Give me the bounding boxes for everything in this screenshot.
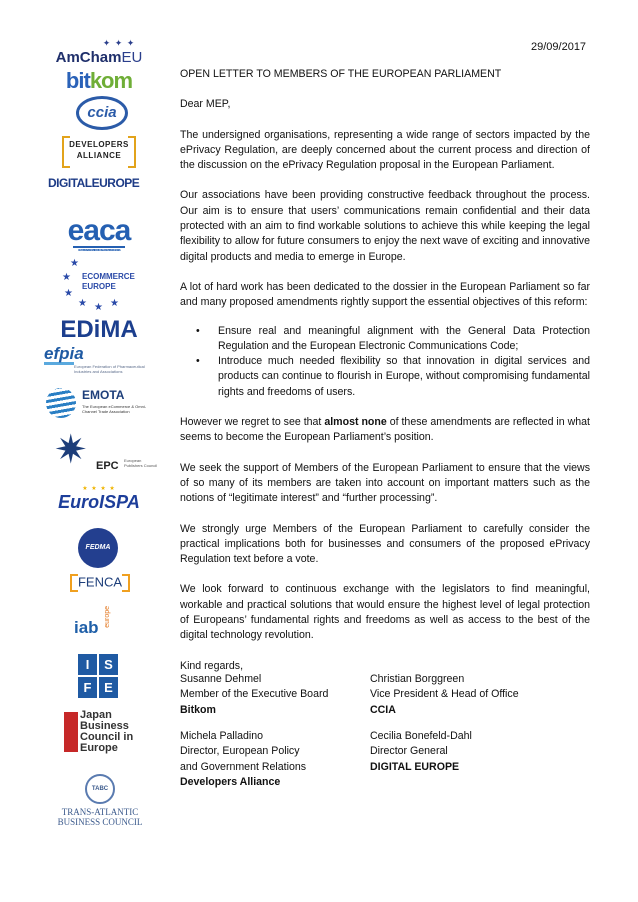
bitkom-logo: bitkom — [65, 68, 133, 93]
amcham-eu-logo: ✦ ✦ ✦ AmChamEU — [40, 38, 158, 66]
signatory-digitaleurope: Cecilia Bonefeld-Dahl Director General DIGITAL EUROPE — [370, 730, 472, 773]
stars-icon: ✦ ✦ ✦ — [102, 38, 136, 48]
jbce-logo: Japan Business Council in Europe — [64, 708, 154, 756]
emota-logo: EMOTA The European eCommerce & Omni-Channel Trade Association — [46, 386, 158, 430]
closing: Kind regards, — [180, 659, 244, 672]
efpia-logo: efpia European Federation of Pharmaceutical Industries and Associations — [44, 344, 145, 374]
letter-body — [180, 67, 590, 689]
flag-icon — [64, 712, 78, 752]
letter-title: OPEN LETTER TO MEMBERS OF THE EUROPEAN PARLIAMENT — [180, 68, 502, 80]
signatory-bitkom: Susanne Dehmel Member of the Executive Board Bitkom — [180, 673, 329, 716]
star-icon: ★ — [78, 298, 87, 309]
developers-alliance-logo: DEVELOPERS ALLIANCE — [62, 136, 136, 164]
paragraph: The undersigned organisations, representing a wide range of sectors impacted by the ePrivacy Regulation, are deeply concerned about the current process and direction of the discussion on the ePrivacy Regulation proposal in the European Parliament. — [180, 128, 590, 172]
star-burst-icon: ✷ — [54, 428, 88, 472]
tabc-logo: TABC TRANS-ATLANTIC BUSINESS COUNCIL — [50, 774, 150, 832]
eaca-logo: eaca EUROPEAN ASSOCIATION OF COMMUNICATIONS AGENCIES — [67, 214, 131, 252]
paragraph: We look forward to continuous exchange with the legislators to find meaningful, workable and practical solutions that would ensure the highest level of legal protection of Europeans’ fundamental rights and freedoms as well as access to the best of the digital technology revolution. — [180, 583, 590, 642]
digitaleurope-logo: DIGITALEUROPE — [48, 176, 140, 190]
isfe-logo: I S F E — [78, 654, 118, 698]
emota-swirl-icon — [46, 388, 76, 418]
star-icon: ★ — [62, 272, 71, 283]
list-item: • Ensure real and meaningful alignment with the General Data Protection Regulation and the European Electronic Communications Code; — [218, 324, 590, 355]
star-icon: ★ — [94, 302, 103, 313]
star-icon: ★ — [64, 288, 73, 299]
fedma-logo: FEDMA — [78, 528, 120, 570]
paragraph: We seek the support of Members of the European Parliament to ensure that the views of so many of its members are taken into account on important matters such as the notions of “legitimate interest” and “further processing”. — [180, 461, 590, 505]
paragraph: A lot of hard work has been dedicated to the dossier in the European Parliament so far and many proposed amendments rightly support the essential objectives of this reform: — [180, 280, 590, 309]
signatory-ccia: Christian Borggreen Vice President & Head of Office CCIA — [370, 673, 519, 716]
signatory-developers-alliance: Michela Palladino Director, European Policy and Government Relations Developers Alliance — [180, 730, 307, 788]
stars-icon: ★ ★ ★ ★ — [82, 486, 116, 492]
iab-europe-logo: iab europe — [74, 606, 111, 637]
epc-logo: ✷ EPC European Publishers Council — [54, 428, 158, 472]
letter-date: 29/09/2017 — [531, 41, 587, 53]
star-icon: ★ — [110, 298, 119, 309]
ecommerce-europe-logo: ★ ★ ★ ★ ★ ★ ECOMMERCE EUROPE — [62, 258, 135, 313]
star-icon: ★ — [70, 258, 79, 269]
euroispa-logo: ★ ★ ★ ★ EuroISPA — [40, 490, 158, 513]
list-item: • Introduce much needed flexibility so that innovation in digital services and products can continue to flourish in Europe, without compromising fundamental rights and freedoms of users. — [218, 354, 590, 400]
fenca-logo: FENCA — [66, 574, 134, 592]
paragraph: However we regret to see that almost none of these amendments are reflected in what seems to become the European Parliament’s position. — [180, 416, 590, 444]
paragraph: We strongly urge Members of the European Parliament to carefully consider the practical implications both for businesses and consumers of the proposed ePrivacy Regulation text before a vote. — [180, 522, 590, 566]
objectives-list — [180, 324, 590, 400]
ccia-logo: ccia — [76, 96, 128, 130]
paragraph: Our associations have been providing constructive feedback throughout the process. Our aim is to ensure that users’ communications remain confidential and their data protected with an aim to find workable solutions to achieve this while keeping the legal flexibility to allow for future consumers to enjoy the next wave of exciting and innovative digital products and media to emerge in Europe. — [180, 189, 590, 263]
edima-logo: EDiMA — [60, 316, 138, 343]
salutation: Dear MEP, — [180, 98, 231, 111]
